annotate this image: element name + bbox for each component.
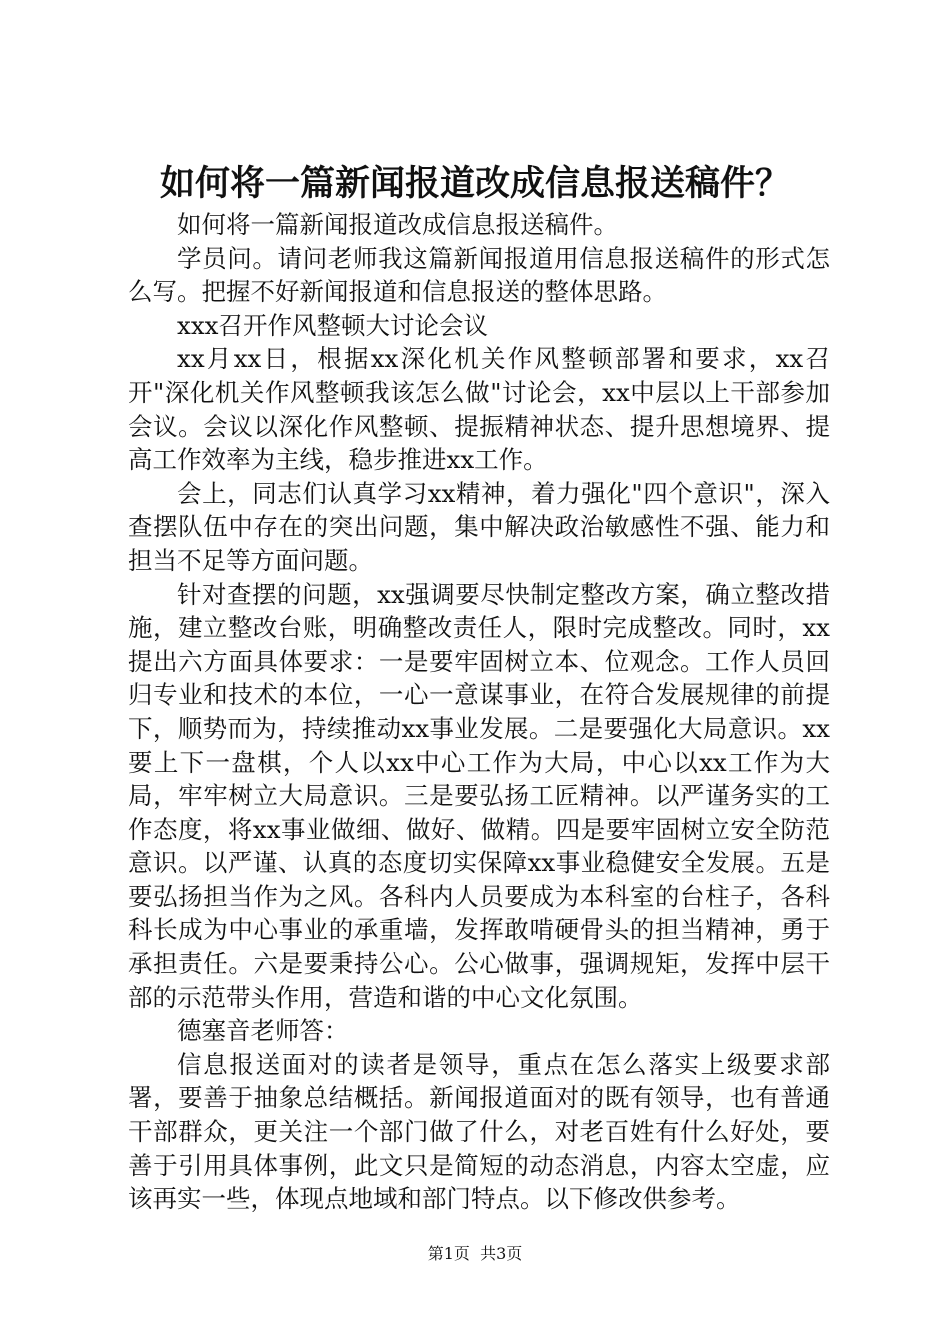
paragraph: 学员问。请问老师我这篇新闻报道用信息报送稿件的形式怎么写。把握不好新闻报道和信息报送的整体思路。 [128,243,830,307]
document-title: 如何将一篇新闻报道改成信息报送稿件？ [159,163,790,204]
paragraph: xxx召开作风整顿大讨论会议 [177,310,488,340]
paragraph: 针对查摆的问题，xx强调要尽快制定整改方案，确立整改措施，建立整改台账，明确整改责任人，限时完成整改。同时，xx提出六方面具体要求：一是要牢固树立本、位观念。工作人员回归专业和技术的本位，一心一意谋事业，在符合发展规律的前提下，顺势而为，持续推动xx事业发展。二是要强化大局意识。xx要上下一盘棋，个人以xx中心工作为大局，中心以xx工作为大局，牢牢树立大局意识。三是要弘扬工匠精神。以严谨务实的工作态度，将xx事业做细、做好、做精。四是要牢固树立安全防范意识。以严谨、认真的态度切实保障xx事业稳健安全发展。五是要弘扬担当作为之风。各科内人员要成为本科室的台柱子，各科科长成为中心事业的承重墙，发挥敢啃硬骨头的担当精神，勇于承担责任。六是要秉持公心。公心做事，强调规矩，发挥中层干部的示范带头作用，营造和谐的中心文化氛围。 [128,579,830,1012]
paragraph: 如何将一篇新闻报道改成信息报送稿件。 [177,210,618,239]
paragraph: 信息报送面对的读者是领导，重点在怎么落实上级要求部署，要善于抽象总结概括。新闻报道面对的既有领导，也有普通干部群众，更关注一个部门做了什么，对老百姓有什么好处，要善于引用具体事例，此文只是简短的动态消息，内容太空虚，应该再实一些，体现点地域和部门特点。以下修改供参考。 [128,1049,830,1214]
paragraph: xx月xx日，根据xx深化机关作风整顿部署和要求，xx召开"深化机关作风整顿我该怎么做"讨论会，xx中层以上干部参加会议。会议以深化作风整顿、提振精神状态、提升思想境界、提高工作效率为主线，稳步推进xx工作。 [128,344,830,475]
paragraph: 德塞音老师答： [177,1016,349,1046]
document-body [128,208,830,1216]
page-footer: 第1页 共3页 [427,1244,523,1263]
paragraph: 会上，同志们认真学习xx精神，着力强化"四个意识"，深入查摆队伍中存在的突出问题，集中解决政治敏感性不强、能力和担当不足等方面问题。 [128,478,830,575]
